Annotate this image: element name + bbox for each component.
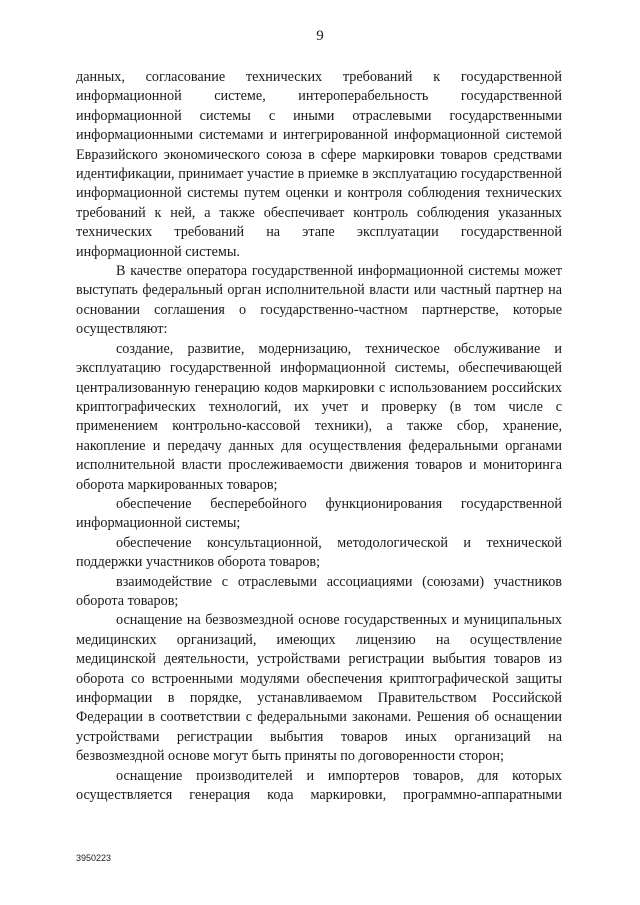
paragraph-operator: В качестве оператора государственной информационной системы может выступать федеральный орган исполнительной власти или частный партнер на основании соглашения о государственно-частном партнерстве, которые осуществляют: [76, 263, 562, 338]
paragraph-continued: данных, согласование технических требований к государственной информационной системе, интероперабельность государственной информационной системы с иными отраслевыми государственными информационными системами и интегрированной информационной системой Евразийского экономического союза в сфере маркировки товаров средствами идентификации, принимает участие в приемке в эксплуатацию государственной информационной системы путем оценки и контроля соблюдения технических требований к ней, а также обеспечивает контроль соблюдения указанных технических требований на этапе эксплуатации государственной информационной системы. [76, 69, 562, 260]
list-item-support: обеспечение консультационной, методологической и технической поддержки участников оборота товаров; [76, 534, 562, 571]
list-item-medical-equipment: оснащение на безвозмездной основе государственных и муниципальных медицинских организаций, имеющих лицензию на осуществление медицинской деятельности, устройствами регистрации выбытия товаров из оборота со встроенными модулями обеспечения криптографической защиты информации в порядке, устанавливаемом Правительством Российской Федерации в соответствии с федеральными законами. Решения об оснащении устройствами регистрации выбытия товаров иных организаций на безвозмездной основе могут быть приняты по договоренности сторон; [76, 612, 562, 765]
list-item-uninterrupted-operation: обеспечение бесперебойного функционирования государственной информационной системы; [76, 495, 562, 532]
document-body [76, 68, 562, 805]
document-code: 3950223 [76, 853, 112, 863]
list-item-creation: создание, развитие, модернизацию, техническое обслуживание и эксплуатацию государственной информационной системы, обеспечивающей централизованную генерацию кодов маркировки с использованием российских криптографических технологий, их учет и проверку (в том числе с применением контрольно-кассовой техники), а также сбор, хранение, накопление и передачу данных для осуществления федеральными органами исполнительной власти прослеживаемости движения товаров и мониторинга оборота маркированных товаров; [76, 340, 562, 493]
page-number: 9 [316, 28, 324, 44]
list-item-associations: взаимодействие с отраслевыми ассоциациями (союзами) участников оборота товаров; [76, 573, 562, 609]
list-item-producers-equipment: оснащение производителей и импортеров товаров, для которых осуществляется генерация кода маркировки, программно-аппаратными [76, 767, 562, 804]
